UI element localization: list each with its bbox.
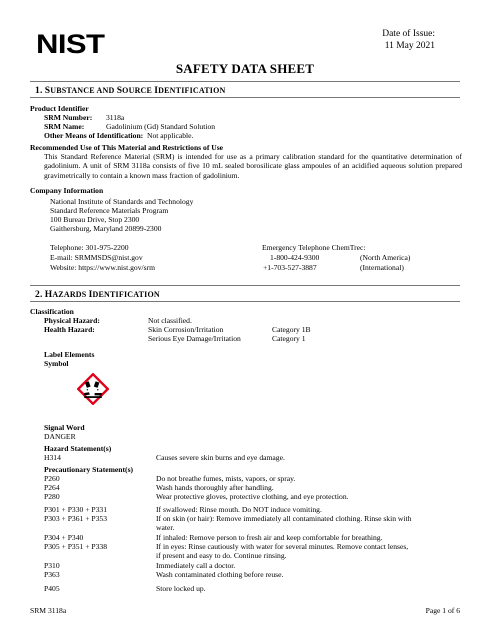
nist-logo: NIST — [36, 29, 105, 59]
telephone: Telephone: 301-975-2200 — [50, 243, 129, 252]
precaution-code: P301 + P330 + P331 — [44, 505, 108, 514]
precaution-code: P303 + P361 + P353 — [44, 514, 108, 523]
symbol-label: Symbol — [44, 359, 69, 368]
precaution-code: P310 — [44, 561, 60, 570]
precaution-code: P363 — [44, 570, 60, 579]
website-link[interactable]: Website: https://www.nist.gov/srm — [50, 263, 155, 272]
company-line: 100 Bureau Drive, Stop 2300 — [50, 215, 140, 224]
section-divider — [30, 301, 460, 302]
precaution-text: If in eyes: Rinse cautiously with water for several minutes. Remove contact lenses, — [156, 542, 409, 551]
precaution-code: P405 — [44, 584, 60, 593]
precaution-text: Wash hands thoroughly after handling. — [156, 483, 274, 492]
hazard-code: H314 — [44, 453, 61, 462]
label-elements-label: Label Elements — [44, 350, 95, 359]
section-1-heading: 1. SUBSTANCE AND SOURCE IDENTIFICATION — [35, 86, 226, 96]
corrosion-pictogram-icon — [77, 373, 109, 405]
precaution-text: If on skin (or hair): Remove immediately all contaminated clothing. Rinse skin with — [156, 514, 412, 523]
precaution-text: If inhaled: Remove person to fresh air and keep comfortable for breathing. — [156, 533, 383, 542]
classification-label: Classification — [30, 307, 74, 316]
precaution-code: P280 — [44, 492, 60, 501]
emergency-number: 1-800-424-9300 — [270, 253, 320, 262]
precaution-text: if present and easy to do. Continue rinsing. — [156, 551, 287, 560]
precaution-text: Wear protective gloves, protective clothing, and eye protection. — [156, 492, 349, 501]
recommended-use-label: Recommended Use of This Material and Restrictions of Use — [30, 143, 224, 152]
company-line: National Institute of Standards and Technology — [50, 197, 194, 206]
emergency-region: (International) — [360, 263, 404, 272]
physical-hazard-label: Physical Hazard: — [44, 316, 100, 325]
health-hazard-label: Health Hazard: — [44, 325, 95, 334]
health-hazard-category: Category 1B — [272, 325, 311, 334]
section-number: 1. — [35, 86, 43, 96]
precaution-code: P305 + P351 + P338 — [44, 542, 108, 551]
section-divider — [30, 81, 460, 82]
section-divider — [30, 97, 460, 98]
precaution-text: Immediately call a doctor. — [156, 561, 236, 570]
date-label: Date of Issue: — [382, 29, 435, 39]
precaution-code: P260 — [44, 474, 60, 483]
section-divider — [30, 285, 460, 286]
section-2-heading: 2. HAZARDS IDENTIFICATION — [35, 290, 160, 300]
srm-name-value: Gadolinium (Gd) Standard Solution — [106, 122, 216, 131]
physical-hazard-value: Not classified. — [148, 316, 192, 325]
precautionary-label: Precautionary Statement(s) — [44, 465, 134, 474]
srm-number-label: SRM Number: — [44, 113, 93, 122]
health-hazard-name: Serious Eye Damage/Irritation — [148, 334, 241, 343]
precaution-text: Wash contaminated clothing before reuse. — [156, 570, 284, 579]
emergency-label: Emergency Telephone ChemTrec: — [262, 243, 366, 252]
footer-page-number: Page 1 of 6 — [425, 606, 460, 615]
emergency-region: (North America) — [360, 253, 411, 262]
other-means: Other Means of Identification: Not applicable. — [44, 131, 194, 140]
company-line: Gaithersburg, Maryland 20899-2300 — [50, 224, 162, 233]
signal-word-label: Signal Word — [44, 423, 85, 432]
precaution-text: water. — [156, 523, 175, 532]
precaution-text: Do not breathe fumes, mists, vapors, or spray. — [156, 474, 296, 483]
email-link[interactable]: E-mail: SRMMSDS@nist.gov — [50, 253, 143, 262]
company-info-label: Company Information — [30, 186, 104, 195]
company-line: Standard Reference Materials Program — [50, 206, 169, 215]
product-identifier-label: Product Identifier — [30, 104, 89, 113]
precaution-text: Store locked up. — [156, 584, 206, 593]
srm-number-value: 3118a — [106, 113, 125, 122]
srm-name-label: SRM Name: — [44, 122, 85, 131]
section-number: 2. — [35, 290, 43, 300]
precaution-code: P304 + P340 — [44, 533, 84, 542]
precaution-text: If swallowed: Rinse mouth. Do NOT induce vomiting. — [156, 505, 322, 514]
recommended-use-text: This Standard Reference Material (SRM) is intended for use as a primary calibration standard for the quantitative determination of gadolinium. A unit of SRM 3118a consists of five 10 mL sealed borosilicate glass ampoules of an acidified aqueous solution prepared gravimetrically to contain a known mass fraction of gadolinium. — [44, 152, 462, 180]
signal-word-value: DANGER — [44, 432, 76, 441]
footer-srm: SRM 3118a — [30, 606, 67, 615]
health-hazard-category: Category 1 — [272, 334, 306, 343]
date-of-issue — [382, 28, 435, 52]
precaution-code: P264 — [44, 483, 60, 492]
page-title: SAFETY DATA SHEET — [175, 61, 315, 76]
health-hazard-name: Skin Corrosion/Irritation — [148, 325, 224, 334]
emergency-number: +1-703-527-3887 — [263, 263, 317, 272]
hazard-statements-label: Hazard Statement(s) — [44, 444, 112, 453]
hazard-text: Causes severe skin burns and eye damage. — [156, 453, 285, 462]
date-value: 11 May 2021 — [384, 41, 435, 51]
